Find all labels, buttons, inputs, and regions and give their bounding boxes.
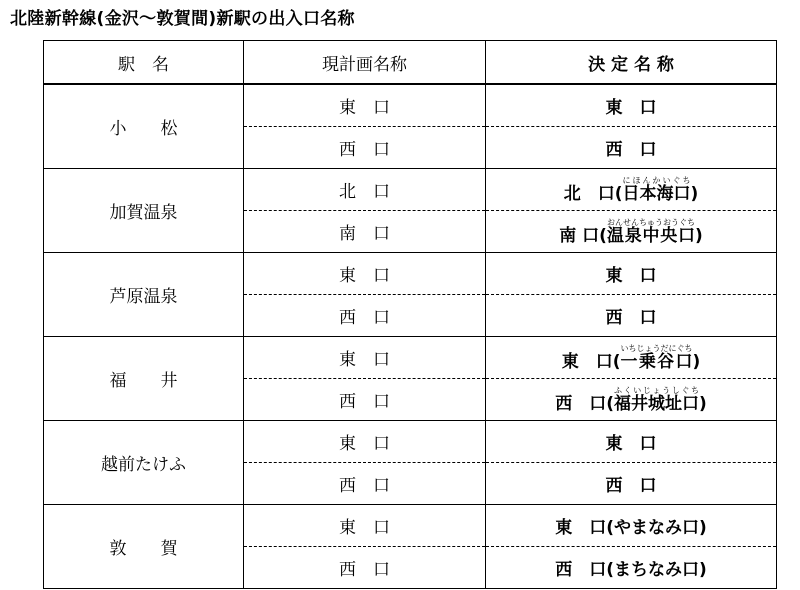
decided-exit-main: 西 口 (555, 393, 607, 414)
decided-exit-name (486, 295, 777, 337)
exit-nickname (606, 217, 695, 246)
decided-exit-name (486, 127, 777, 169)
decided-exit-main: 東 口 (561, 351, 613, 372)
paren-close: ) (699, 518, 707, 538)
station-name: 加賀温泉 (44, 169, 244, 253)
table-body (44, 84, 777, 589)
exit-nickname-reading: おんせんちゅうおうぐち (606, 217, 695, 227)
decided-exit-main: 西 口 (605, 476, 657, 496)
decided-exit-main: 東 口 (555, 518, 607, 538)
exit-nickname (614, 385, 699, 414)
exit-nickname-text: まちなみ口 (614, 560, 699, 580)
station-name: 芦原温泉 (44, 253, 244, 337)
table-row (44, 337, 777, 379)
table-row (44, 421, 777, 463)
current-exit-name: 東 口 (244, 253, 486, 295)
decided-exit-name (486, 211, 777, 253)
paren-close: ) (690, 183, 699, 204)
current-exit-name: 西 口 (244, 463, 486, 505)
table-header-row (44, 41, 777, 85)
exit-nickname-reading: ふくいじょうしぐち (614, 385, 699, 395)
paren-close: ) (699, 393, 707, 414)
decided-exit-main: 西 口 (605, 308, 657, 328)
exit-nickname-text: 温泉中央口 (606, 225, 695, 246)
paren-open: ( (606, 393, 614, 414)
current-exit-name: 西 口 (244, 379, 486, 421)
header-station: 駅 名 (44, 41, 244, 85)
paren-open: ( (599, 225, 607, 246)
exit-nickname-text: 日本海口 (622, 183, 691, 204)
current-exit-name: 北 口 (244, 169, 486, 211)
decided-exit-main: 東 口 (605, 98, 657, 118)
table-row (44, 84, 777, 127)
paren-open: ( (612, 351, 621, 372)
table-row (44, 253, 777, 295)
decided-exit-main: 東 口 (605, 434, 657, 454)
header-current-name: 現計画名称 (244, 41, 486, 85)
paren-open: ( (606, 560, 614, 580)
exit-nickname-text: 福井城址口 (614, 393, 699, 414)
station-name: 福 井 (44, 337, 244, 421)
exit-nickname-reading: にほんかいぐち (622, 175, 691, 185)
current-exit-name: 西 口 (244, 295, 486, 337)
decided-exit-main: 北 口 (563, 183, 615, 204)
decided-exit-main: 西 口 (605, 140, 657, 160)
decided-exit-name (486, 169, 777, 211)
current-exit-name: 東 口 (244, 421, 486, 463)
current-exit-name: 東 口 (244, 337, 486, 379)
station-name: 越前たけふ (44, 421, 244, 505)
page-title: 北陸新幹線(金沢～敦賀間)新駅の出入口名称 (10, 9, 355, 29)
decided-exit-name (486, 337, 777, 379)
current-exit-name: 東 口 (244, 505, 486, 547)
paren-close: ) (692, 351, 701, 372)
exit-nickname-reading: いちじょうだにぐち (620, 343, 693, 353)
paren-open: ( (606, 518, 614, 538)
exit-nickname (620, 343, 693, 372)
decided-exit-name (486, 505, 777, 547)
current-exit-name: 南 口 (244, 211, 486, 253)
table-row (44, 169, 777, 211)
paren-open: ( (614, 183, 623, 204)
paren-close: ) (694, 225, 703, 246)
exit-nickname (622, 175, 691, 204)
decided-exit-name (486, 547, 777, 589)
decided-exit-name (486, 379, 777, 421)
exit-nickname-text: やまなみ口 (614, 518, 699, 538)
station-name: 敦 賀 (44, 505, 244, 589)
station-name: 小 松 (44, 84, 244, 169)
table-row (44, 505, 777, 547)
decided-exit-main: 西 口 (555, 560, 607, 580)
paren-close: ) (699, 560, 707, 580)
current-exit-name: 西 口 (244, 547, 486, 589)
decided-exit-name (486, 421, 777, 463)
header-decided-name: 決 定 名 称 (486, 41, 777, 85)
exit-nickname-text: 一乗谷口 (620, 351, 693, 372)
decided-exit-main: 南 口 (559, 225, 600, 246)
current-exit-name: 西 口 (244, 127, 486, 169)
station-exit-table (43, 40, 777, 589)
decided-exit-main: 東 口 (605, 266, 657, 286)
decided-exit-name (486, 253, 777, 295)
current-exit-name: 東 口 (244, 84, 486, 127)
decided-exit-name (486, 463, 777, 505)
decided-exit-name (486, 84, 777, 127)
